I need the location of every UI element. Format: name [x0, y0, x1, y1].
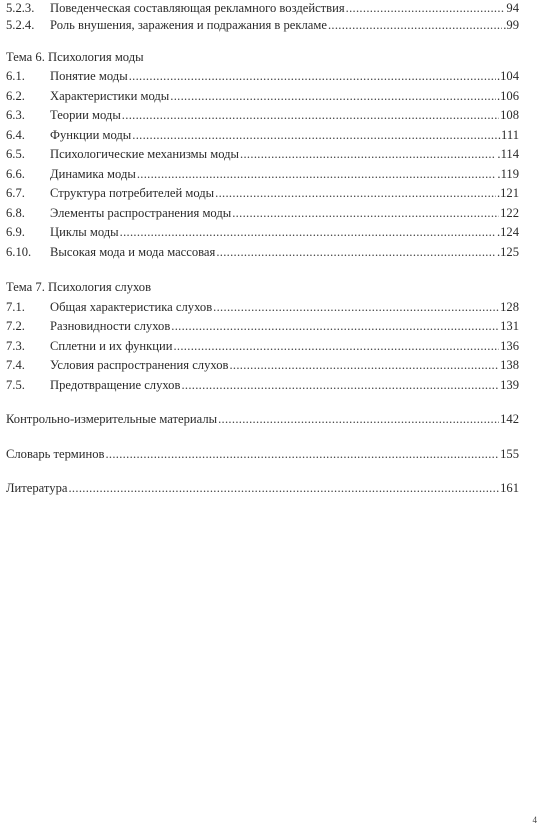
dot-leader	[68, 479, 499, 499]
toc-entry	[6, 67, 519, 87]
toc-entry	[6, 298, 519, 318]
entry-number: 6.4.	[6, 127, 25, 142]
entry-title: Динамика моды	[50, 166, 136, 181]
dot-leader	[120, 223, 496, 243]
dot-leader	[181, 376, 499, 396]
entry-number: 6.10.	[6, 244, 32, 259]
entry-title: Сплетни и их функции	[50, 338, 173, 353]
entry-number: 5.2.3.	[6, 1, 35, 15]
toc-entry	[6, 317, 519, 337]
entry-page: 138	[500, 358, 519, 372]
entry-title: Разновидности слухов	[50, 319, 171, 333]
theme-heading: Тема 7. Психология слухов	[6, 280, 152, 294]
dot-leader	[213, 298, 499, 318]
entry-page: 94	[506, 1, 519, 15]
dot-leader	[232, 204, 499, 224]
toc-entry	[6, 0, 519, 16]
toc-entry	[6, 87, 519, 107]
entry-title: Теории моды	[50, 108, 121, 122]
dot-leader	[171, 317, 499, 337]
entry-page: .99	[503, 18, 519, 32]
entry-page: .114	[497, 147, 519, 161]
toc-section	[6, 479, 519, 499]
toc-section	[6, 410, 519, 430]
dot-leader	[170, 87, 496, 107]
entry-page: .111	[497, 127, 519, 142]
entry-number: 6.1.	[6, 69, 25, 83]
entry-number: 7.4.	[6, 358, 25, 372]
toc-entry	[6, 204, 519, 224]
entry-number: 6.8.	[6, 205, 25, 220]
entry-number: 6.9.	[6, 225, 25, 239]
entry-number: 6.7.	[6, 186, 25, 200]
section-title: Литература	[6, 481, 68, 495]
toc-entry	[6, 337, 519, 357]
entry-number: 5.2.4.	[6, 18, 35, 32]
entry-page: .121	[496, 186, 519, 200]
entry-title: Поведенческая составляющая рекламного воздействия	[50, 1, 345, 15]
page-number: 4	[532, 815, 537, 825]
entry-page: 122	[500, 205, 519, 220]
entry-title: Роль внушения, заражения и подражания в рекламе	[50, 18, 327, 32]
section-page: 142	[500, 412, 519, 426]
entry-title: Характеристики моды	[50, 88, 170, 103]
entry-title: Функции моды	[50, 127, 132, 142]
section-page: 155	[500, 446, 519, 461]
dot-leader	[122, 106, 499, 126]
toc-entry	[6, 145, 519, 165]
entry-page: .124	[496, 225, 519, 239]
toc-entry	[6, 376, 519, 396]
theme-heading: Тема 6. Психология моды	[6, 49, 144, 64]
dot-leader	[137, 165, 497, 185]
table-of-contents	[6, 0, 519, 499]
toc-entry	[6, 126, 519, 146]
toc-section	[6, 445, 519, 465]
dot-leader	[132, 126, 497, 146]
section-page: 161	[500, 481, 519, 495]
toc-entry	[6, 223, 519, 243]
entry-page: 108	[500, 108, 519, 122]
entry-page: .106	[496, 88, 519, 103]
dot-leader	[240, 145, 496, 165]
entry-page: 128	[500, 299, 519, 314]
entry-title: Предотвращение слухов	[50, 377, 181, 392]
dot-leader	[346, 0, 506, 16]
dot-leader	[215, 184, 496, 204]
entry-title: Элементы распространения моды	[50, 205, 232, 220]
dot-leader	[105, 445, 499, 465]
entry-title: Структура потребителей моды	[50, 186, 215, 200]
entry-title: Общая характеристика слухов	[50, 299, 213, 314]
entry-title: Условия распространения слухов	[50, 358, 229, 372]
entry-number: 6.5.	[6, 147, 25, 161]
dot-leader	[129, 67, 496, 87]
toc-entry	[6, 356, 519, 376]
entry-page: 131	[500, 319, 519, 333]
dot-leader	[218, 410, 499, 430]
dot-leader	[216, 243, 496, 263]
entry-number: 7.1.	[6, 299, 25, 314]
toc-entry	[6, 184, 519, 204]
entry-page: .104	[496, 69, 519, 83]
entry-title: Понятие моды	[50, 69, 128, 83]
toc-entry	[6, 106, 519, 126]
entry-title: Циклы моды	[50, 225, 119, 239]
toc-entry	[6, 243, 519, 263]
section-title: Контрольно-измерительные материалы	[6, 412, 218, 426]
dot-leader	[229, 356, 499, 376]
entry-number: 6.2.	[6, 88, 25, 103]
toc-entry	[6, 16, 519, 36]
toc-entry	[6, 165, 519, 185]
entry-page: 139	[500, 377, 519, 392]
entry-title: Психологические механизмы моды	[50, 147, 240, 161]
entry-title: Высокая мода и мода массовая	[50, 244, 216, 259]
dot-leader	[328, 16, 502, 36]
entry-number: 7.2.	[6, 319, 25, 333]
entry-page: .119	[497, 166, 519, 181]
dot-leader	[173, 337, 499, 357]
entry-number: 7.5.	[6, 377, 25, 392]
entry-page: 136	[500, 338, 519, 353]
entry-number: 6.3.	[6, 108, 25, 122]
entry-number: 6.6.	[6, 166, 25, 181]
entry-page: .125	[496, 244, 519, 259]
section-title: Словарь терминов	[6, 446, 105, 461]
entry-number: 7.3.	[6, 338, 25, 353]
